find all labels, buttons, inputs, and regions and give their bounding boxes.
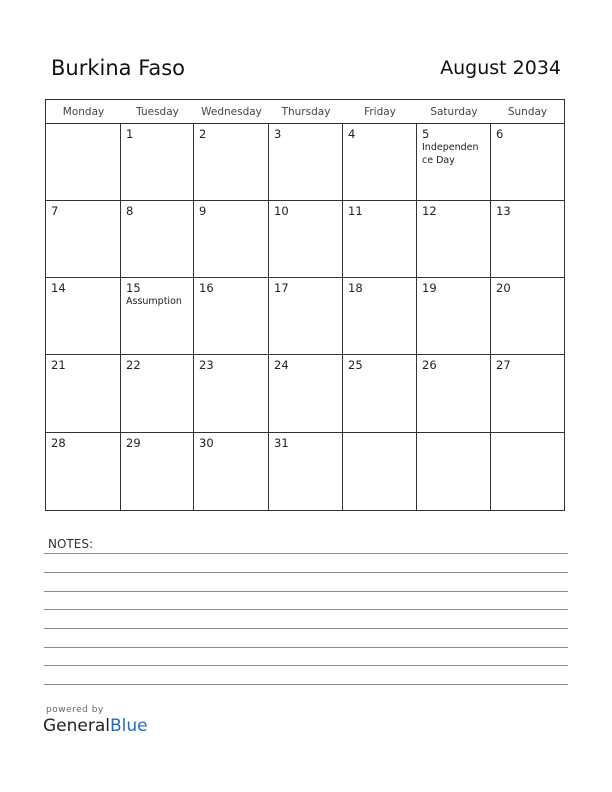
day-number: 1 (126, 127, 134, 141)
day-number: 18 (348, 281, 363, 295)
notes-line (44, 591, 568, 592)
calendar-week-row (46, 201, 564, 278)
day-cell (194, 278, 269, 354)
day-cell (269, 433, 343, 510)
weekday-header-wednesday: Wednesday (201, 106, 262, 118)
brand-blue-text: Blue (110, 716, 148, 736)
day-cell (46, 278, 121, 354)
day-number: 12 (422, 204, 437, 218)
day-number: 5 (422, 127, 430, 141)
generalblue-logo (43, 716, 148, 736)
day-number: 24 (274, 358, 289, 372)
powered-by-text: powered by (46, 705, 104, 715)
day-cell (491, 355, 564, 432)
day-cell (343, 124, 417, 200)
day-number: 3 (274, 127, 282, 141)
day-number: 30 (199, 436, 214, 450)
notes-line (44, 609, 568, 610)
day-cell (269, 201, 343, 277)
day-cell (121, 433, 194, 510)
day-cell (121, 278, 194, 354)
calendar-grid (45, 99, 565, 511)
day-number: 20 (496, 281, 511, 295)
day-cell (194, 124, 269, 200)
day-cell (417, 355, 491, 432)
day-number: 4 (348, 127, 356, 141)
day-cell (46, 201, 121, 277)
day-cell (343, 355, 417, 432)
day-number: 8 (126, 204, 134, 218)
holiday-label: Assumption (126, 296, 182, 307)
calendar-week-row (46, 278, 564, 355)
notes-line (44, 553, 568, 554)
country-title: Burkina Faso (51, 56, 186, 80)
day-cell (46, 433, 121, 510)
day-number: 19 (422, 281, 437, 295)
day-cell (269, 124, 343, 200)
day-cell (194, 201, 269, 277)
day-cell (46, 124, 121, 200)
day-number: 23 (199, 358, 214, 372)
day-number: 28 (51, 436, 66, 450)
day-number: 11 (348, 204, 363, 218)
day-number: 22 (126, 358, 141, 372)
calendar-week-row (46, 355, 564, 433)
day-cell (417, 278, 491, 354)
day-cell (194, 355, 269, 432)
weekday-header-sunday: Sunday (507, 106, 548, 118)
weekday-header-thursday: Thursday (281, 106, 331, 118)
day-number: 21 (51, 358, 66, 372)
day-cell (121, 355, 194, 432)
day-number: 15 (126, 281, 141, 295)
day-number: 7 (51, 204, 59, 218)
weekday-header-monday: Monday (62, 106, 105, 118)
day-number: 14 (51, 281, 66, 295)
day-cell (491, 201, 564, 277)
day-cell (417, 124, 491, 200)
day-number: 26 (422, 358, 437, 372)
day-cell (491, 124, 564, 200)
day-cell (121, 124, 194, 200)
day-number: 10 (274, 204, 289, 218)
day-cell (269, 278, 343, 354)
weekday-header-friday: Friday (364, 106, 396, 118)
calendar-week-row (46, 433, 564, 510)
day-cell (491, 433, 564, 510)
day-number: 17 (274, 281, 289, 295)
notes-line (44, 647, 568, 648)
day-number: 16 (199, 281, 214, 295)
notes-line (44, 572, 568, 573)
holiday-label: Independen ce Day (422, 142, 479, 166)
day-cell (343, 278, 417, 354)
day-number: 31 (274, 436, 289, 450)
day-cell (46, 355, 121, 432)
day-cell (343, 201, 417, 277)
day-number: 13 (496, 204, 511, 218)
notes-line (44, 684, 568, 685)
weekday-header-tuesday: Tuesday (136, 106, 179, 118)
weekday-header-row (46, 100, 564, 124)
day-cell (343, 433, 417, 510)
brand-general-text: General (43, 716, 110, 736)
day-cell (491, 278, 564, 354)
day-cell (417, 433, 491, 510)
day-cell (121, 201, 194, 277)
day-number: 25 (348, 358, 363, 372)
month-year-title: August 2034 (440, 57, 561, 79)
day-number: 27 (496, 358, 511, 372)
notes-line (44, 628, 568, 629)
day-cell (194, 433, 269, 510)
notes-line (44, 665, 568, 666)
day-number: 29 (126, 436, 141, 450)
day-number: 6 (496, 127, 504, 141)
weekday-header-saturday: Saturday (430, 106, 478, 118)
calendar-week-row (46, 124, 564, 201)
notes-label: NOTES: (48, 537, 93, 551)
day-cell (417, 201, 491, 277)
day-cell (269, 355, 343, 432)
day-number: 9 (199, 204, 207, 218)
day-number: 2 (199, 127, 207, 141)
